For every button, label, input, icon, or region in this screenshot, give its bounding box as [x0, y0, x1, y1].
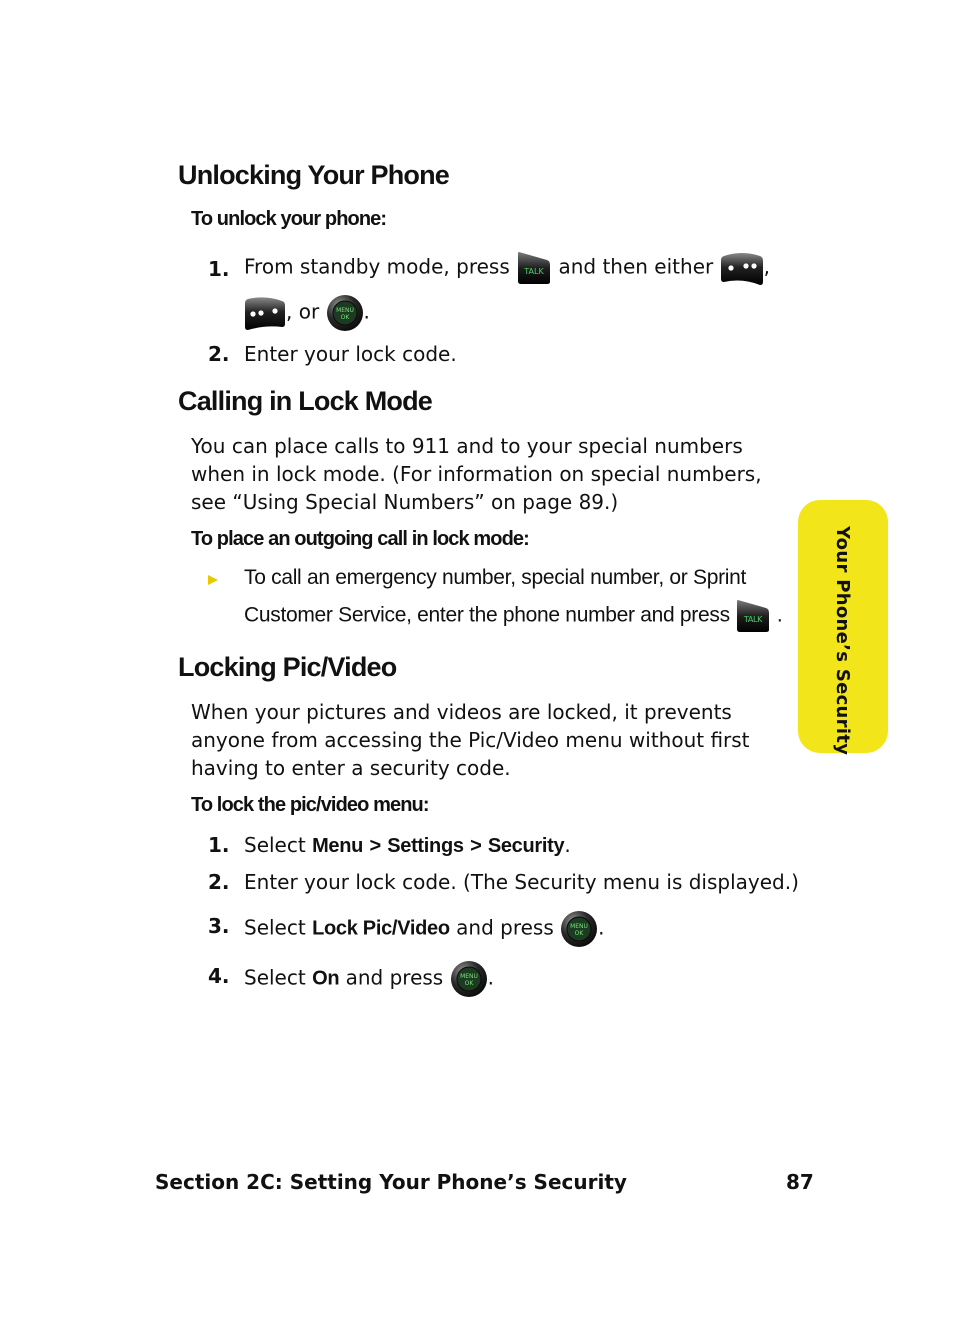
left-softkey-icon — [720, 250, 764, 286]
step-2-lock-pic: Enter your lock code. (The Security menu is displayed.) — [244, 870, 799, 894]
step-number: 1. — [208, 833, 230, 857]
step-1-unlock-cont: , or MENU OK . — [244, 294, 370, 332]
heading-calling-in-lock-mode: Calling in Lock Mode — [178, 386, 433, 416]
svg-text:OK: OK — [340, 314, 349, 321]
subheading-unlock: To unlock your phone: — [191, 208, 387, 230]
svg-text:MENU: MENU — [570, 923, 589, 930]
bullet-line-1: To call an emergency number, special number, or Sprint — [244, 566, 747, 589]
svg-text:MENU: MENU — [335, 307, 354, 314]
side-tab-label: Your Phone’s Security — [832, 526, 853, 756]
svg-text:OK: OK — [574, 930, 584, 937]
menu-path-menu: Menu — [312, 835, 364, 857]
menu-item-on: On — [312, 967, 340, 990]
step-1-unlock: From standby mode, press TALK and then either , — [244, 250, 770, 286]
menu-ok-key-icon — [560, 910, 598, 948]
talk-key-icon — [516, 250, 552, 286]
footer-section-title: Section 2C: Setting Your Phone’s Security — [155, 1170, 627, 1194]
menu-ok-key-icon — [450, 960, 488, 998]
step-number: 1. — [208, 257, 230, 281]
svg-text:TALK: TALK — [524, 267, 544, 276]
step-2-unlock: Enter your lock code. — [244, 342, 457, 366]
paragraph-pic-video: When your pictures and videos are locked, it prevents anyone from accessing the Pic/Video menu without first having to enter a security code. — [191, 700, 750, 780]
menu-path-settings: Settings — [387, 835, 464, 857]
step-number: 2. — [208, 342, 230, 366]
paragraph-lock-mode: You can place calls to 911 and to your special numbers when in lock mode. (For information on special numbers, see “Using Special Numbers” on page 89.) — [191, 434, 762, 514]
step-4-lock-pic: Select On and press MENU OK . — [244, 960, 494, 998]
heading-unlocking-your-phone: Unlocking Your Phone — [178, 160, 450, 190]
step-number: 4. — [208, 964, 230, 988]
bullet-arrow-icon — [207, 574, 219, 586]
bullet-line-2: Customer Service, enter the phone number and press TALK . — [244, 598, 782, 634]
menu-ok-key-icon — [326, 294, 364, 332]
svg-text:TALK: TALK — [744, 615, 763, 624]
step-number: 3. — [208, 914, 230, 938]
subheading-outgoing-call: To place an outgoing call in lock mode: — [191, 528, 529, 550]
step-1-lock-pic: Select Menu > Settings > Security. — [244, 833, 571, 857]
svg-text:MENU: MENU — [459, 973, 478, 980]
menu-item-lock-pic-video: Lock Pic/Video — [312, 917, 450, 940]
svg-text:OK: OK — [464, 980, 473, 987]
page-number: 87 — [786, 1170, 814, 1194]
subheading-lock-pic-video: To lock the pic/video menu: — [191, 794, 429, 816]
talk-key-icon — [735, 598, 771, 634]
step-number: 2. — [208, 870, 230, 894]
menu-path-security: Security — [487, 835, 565, 857]
step-3-lock-pic: Select Lock Pic/Video and press MENU OK . — [244, 910, 604, 948]
right-softkey-icon — [244, 295, 286, 331]
heading-locking-pic-video: Locking Pic/Video — [178, 652, 397, 682]
